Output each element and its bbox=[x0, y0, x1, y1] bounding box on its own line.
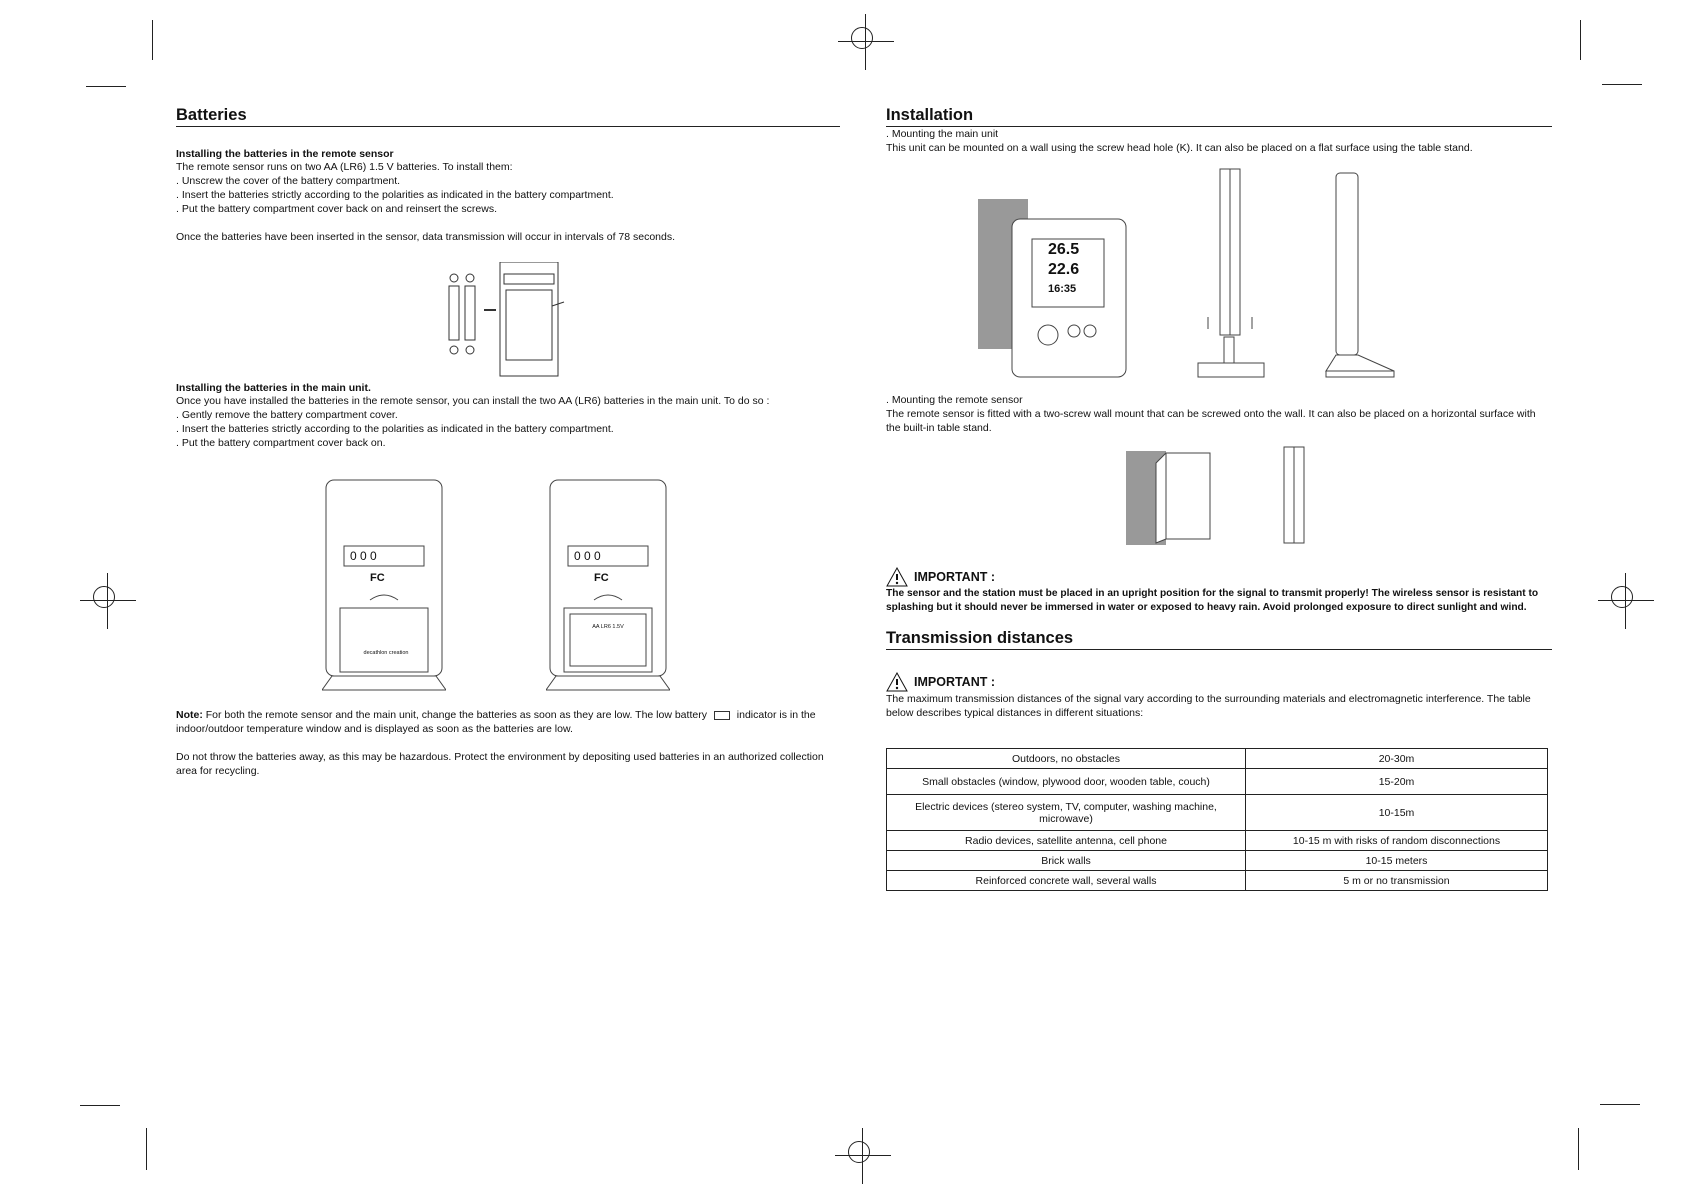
left-column bbox=[176, 106, 840, 778]
note-text-2: indicator is in the indoor/outdoor temperature window and is displayed as soon as the batteries are low. bbox=[176, 709, 816, 735]
crop-mark bbox=[146, 1128, 147, 1170]
table-row bbox=[887, 831, 1548, 851]
crop-mark bbox=[1600, 1104, 1640, 1105]
fcc-logo: FC bbox=[370, 572, 385, 584]
lcd-indoor: 22.6 bbox=[1048, 261, 1080, 278]
registration-mark bbox=[851, 27, 873, 49]
crop-mark bbox=[1578, 1128, 1579, 1170]
important-label-1: IMPORTANT : bbox=[914, 570, 996, 584]
low-battery-note bbox=[176, 708, 840, 736]
table-cell: Outdoors, no obstacles bbox=[887, 749, 1246, 769]
crop-mark bbox=[86, 86, 126, 87]
table-row bbox=[887, 871, 1548, 891]
crop-mark bbox=[1602, 84, 1642, 85]
important-text-2: The maximum transmission distances of the signal vary according to the surrounding materials and electromagnetic interference. The table below describes typical distances in different situations: bbox=[886, 693, 1531, 719]
device-display: 0 0 0 bbox=[350, 549, 377, 563]
important-text-1: The sensor and the station must be placed in an upright position for the signal to transmit properly! The wireless sensor is resistant to splashing but it should never be immersed in water or exposed to heavy rain. Avoid prolonged exposure to direct sunlight and wind. bbox=[886, 588, 1539, 613]
low-battery-icon bbox=[714, 711, 730, 720]
sensor-intro: The remote sensor runs on two AA (LR6) 1.5 V batteries. To install them: bbox=[176, 161, 513, 173]
table-cell: 20-30m bbox=[1246, 749, 1548, 769]
table-cell: Electric devices (stereo system, TV, computer, washing machine, microwave) bbox=[887, 795, 1246, 831]
sensor-step: . Unscrew the cover of the battery compartment. bbox=[176, 175, 401, 187]
main-step: . Insert the batteries strictly according to the polarities as indicated in the battery compartment. bbox=[176, 423, 614, 435]
side-view-stand bbox=[1194, 167, 1266, 381]
table-cell: Small obstacles (window, plywood door, wooden table, couch) bbox=[887, 769, 1246, 795]
important-heading-2 bbox=[886, 672, 1552, 692]
main-step: . Put the battery compartment cover back on. bbox=[176, 437, 386, 449]
crop-mark bbox=[80, 1105, 120, 1106]
important-label-2: IMPORTANT : bbox=[914, 675, 996, 689]
table-cell: Reinforced concrete wall, several walls bbox=[887, 871, 1246, 891]
mount-sensor-text: The remote sensor is fitted with a two-screw wall mount that can be screwed onto the wall. It can also be placed on a horizontal surface with the built-in table stand. bbox=[886, 408, 1536, 434]
main-step: . Gently remove the battery compartment cover. bbox=[176, 409, 398, 421]
side-view-standing bbox=[1322, 171, 1396, 381]
note-text: For both the remote sensor and the main unit, change the batteries as soon as they are low. The low battery bbox=[205, 709, 707, 721]
table-cell: 10-15 m with risks of random disconnections bbox=[1246, 831, 1548, 851]
main-unit-cover-closed bbox=[322, 478, 446, 694]
main-unit-mounting-diagrams bbox=[978, 163, 1552, 381]
compartment-label: AA LR6 1.5V bbox=[592, 624, 624, 630]
distance-table bbox=[886, 748, 1548, 891]
registration-mark bbox=[848, 1141, 870, 1163]
table-row bbox=[887, 851, 1548, 871]
registration-mark bbox=[1611, 586, 1633, 608]
right-column bbox=[886, 106, 1552, 891]
main-unit-diagrams bbox=[322, 478, 840, 694]
device-display: 0 0 0 bbox=[574, 549, 601, 563]
fcc-logo: FC bbox=[594, 572, 609, 584]
crop-mark bbox=[152, 20, 153, 60]
wall-mount-front bbox=[978, 195, 1138, 381]
sensor-mounting-diagrams bbox=[1126, 443, 1552, 553]
main-unit-cover-open bbox=[546, 478, 670, 694]
sensor-step: . Put the battery compartment cover back on and reinsert the screws. bbox=[176, 203, 497, 215]
table-row bbox=[887, 769, 1548, 795]
batteries-heading: Batteries bbox=[176, 106, 840, 127]
sensor-battery-diagram bbox=[448, 262, 568, 378]
installation-heading: Installation bbox=[886, 106, 1552, 127]
table-row bbox=[887, 749, 1548, 769]
sensor-subheading: Installing the batteries in the remote sensor bbox=[176, 148, 394, 160]
main-intro: Once you have installed the batteries in the remote sensor, you can install the two AA (LR6) batteries in the main unit. To do so : bbox=[176, 395, 770, 407]
brand-label: decathlon creation bbox=[363, 650, 409, 656]
note-label: Note: bbox=[176, 709, 203, 721]
sensor-wall-mount bbox=[1126, 443, 1218, 549]
main-subheading: Installing the batteries in the main unit. bbox=[176, 382, 371, 394]
table-cell: Radio devices, satellite antenna, cell phone bbox=[887, 831, 1246, 851]
mount-sensor-label: . Mounting the remote sensor bbox=[886, 394, 1023, 406]
registration-mark bbox=[93, 586, 115, 608]
disposal-note: Do not throw the batteries away, as this may be hazardous. Protect the environment by depositing used batteries in an authorized collection area for recycling. bbox=[176, 751, 824, 777]
crop-mark bbox=[1580, 20, 1581, 60]
table-cell: 10-15 meters bbox=[1246, 851, 1548, 871]
sensor-side-view bbox=[1278, 443, 1314, 549]
mount-main-text: This unit can be mounted on a wall using the screw head hole (K). It can also be placed on a flat surface using the table stand. bbox=[886, 142, 1473, 154]
sensor-step: . Insert the batteries strictly according to the polarities as indicated in the battery compartment. bbox=[176, 189, 614, 201]
mount-main-label: . Mounting the main unit bbox=[886, 128, 999, 140]
transmission-note: Once the batteries have been inserted in the sensor, data transmission will occur in intervals of 78 seconds. bbox=[176, 231, 676, 243]
lcd-outdoor: 26.5 bbox=[1048, 241, 1080, 258]
table-row bbox=[887, 795, 1548, 831]
transmission-heading: Transmission distances bbox=[886, 629, 1552, 650]
lcd-time: 16:35 bbox=[1048, 283, 1077, 295]
table-cell: 10-15m bbox=[1246, 795, 1548, 831]
important-heading-1 bbox=[886, 567, 1552, 587]
warning-icon bbox=[886, 672, 908, 692]
table-cell: Brick walls bbox=[887, 851, 1246, 871]
table-cell: 15-20m bbox=[1246, 769, 1548, 795]
table-cell: 5 m or no transmission bbox=[1246, 871, 1548, 891]
warning-icon bbox=[886, 567, 908, 587]
